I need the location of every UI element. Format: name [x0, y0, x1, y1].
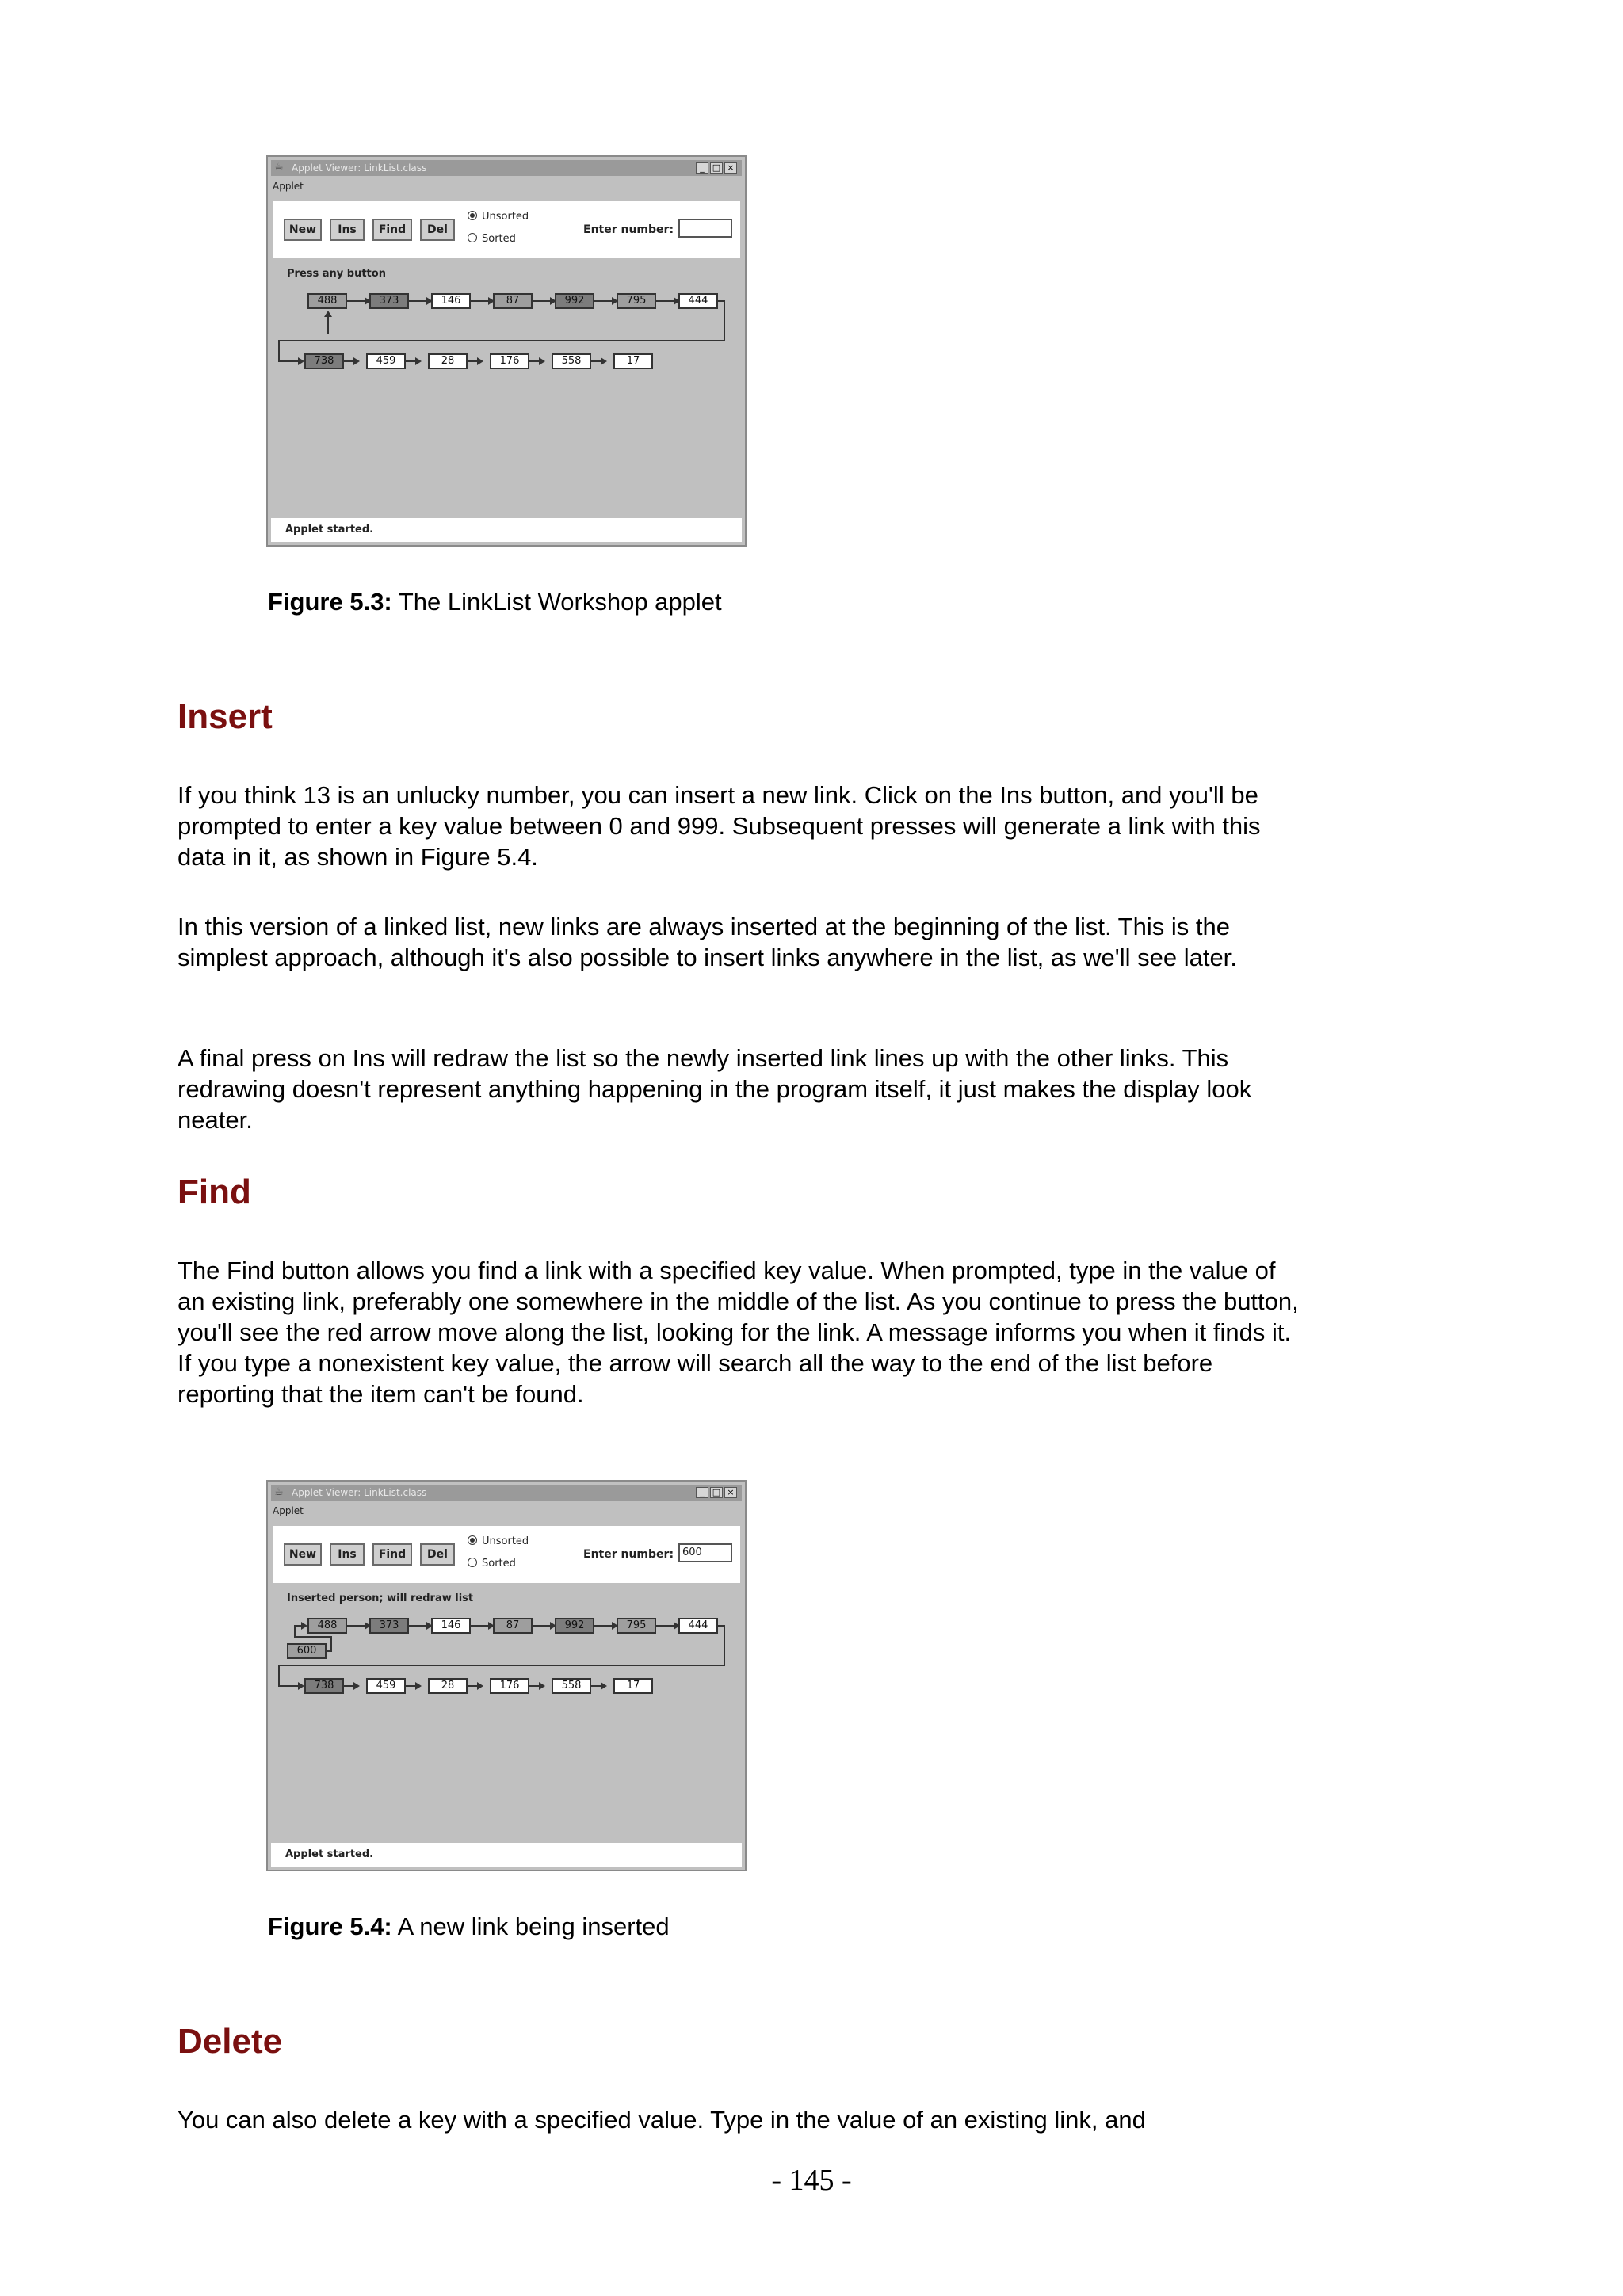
link-node: 558 [552, 353, 591, 369]
close-icon[interactable]: × [724, 162, 737, 174]
ins-button[interactable]: Ins [330, 219, 365, 241]
link-arrows [268, 1482, 748, 1873]
radio-unsorted[interactable]: Unsorted [468, 1535, 529, 1547]
link-node: 488 [307, 293, 347, 309]
minimize-icon[interactable]: _ [696, 162, 708, 174]
link-node: 176 [490, 1678, 529, 1694]
link-node: 444 [678, 1618, 718, 1634]
del-button[interactable]: Del [420, 1543, 455, 1566]
find-button[interactable]: Find [372, 219, 412, 241]
app-icon: ☕ [274, 1486, 284, 1498]
link-node: 459 [366, 353, 406, 369]
enter-number-label: Enter number: [583, 1548, 674, 1561]
link-node: 146 [431, 1618, 471, 1634]
del-button[interactable]: Del [420, 219, 455, 241]
insert-paragraph-2: In this version of a linked list, new links are always inserted at the beginning of the list. This is the simplest approach, although it's also possible to insert links anywhere in the list, as we'll see later. [178, 913, 1237, 971]
enter-number-input[interactable]: 600 [678, 1543, 732, 1562]
menu-applet[interactable]: Applet [273, 181, 304, 192]
enter-number-label: Enter number: [583, 223, 674, 236]
delete-heading: Delete [178, 2022, 283, 2061]
caption-text: A new link being inserted [397, 1913, 670, 1940]
insert-paragraph-1: If you think 13 is an unlucky number, you can insert a new link. Click on the Ins button, and you'll be prompted to enter a key value between 0 and 999. Subsequent presses will generate a link with this data in it, as shown in Figure 5.4. [178, 781, 1261, 871]
link-node: 146 [431, 293, 471, 309]
link-node: 373 [369, 1618, 409, 1634]
link-node: 444 [678, 293, 718, 309]
link-node: 87 [493, 293, 533, 309]
status-message: Press any button [287, 268, 386, 280]
link-node: 488 [307, 1618, 347, 1634]
link-node: 795 [617, 1618, 656, 1634]
link-node: 176 [490, 353, 529, 369]
caption-label: Figure 5.3: [268, 588, 392, 616]
delete-paragraph-1: You can also delete a key with a specified value. Type in the value of an existing link, and [178, 2106, 1146, 2134]
caption-label: Figure 5.4: [268, 1913, 392, 1940]
link-node: 795 [617, 293, 656, 309]
link-node: 28 [428, 353, 468, 369]
insert-paragraph-3: A final press on Ins will redraw the list so the newly inserted link lines up with the other links. This redrawing doesn't represent anything happening in the program itself, it just makes the display look neater. [178, 1044, 1252, 1134]
link-node: 87 [493, 1618, 533, 1634]
page-number: - 145 - [771, 2164, 852, 2197]
link-node: 738 [304, 1678, 344, 1694]
find-heading: Find [178, 1173, 251, 1211]
find-paragraph-1: The Find button allows you find a link with a specified key value. When prompted, type in the value of an existing link, preferably one somewhere in the middle of the list. As you continue to press the button, you'll see the red arrow move along the list, looking for the link. A message informs you when it finds it. If you type a nonexistent key value, the arrow will search all the way to the end of the list before reporting that the item can't be found. [178, 1257, 1299, 1408]
new-link-node: 600 [287, 1643, 327, 1659]
link-node: 17 [613, 353, 653, 369]
insert-heading: Insert [178, 697, 273, 736]
link-node: 738 [304, 353, 344, 369]
maximize-icon[interactable]: □ [710, 1487, 723, 1498]
caption-text: The LinkList Workshop applet [398, 588, 722, 616]
applet-window-figure-5-4 [266, 1480, 747, 1871]
link-arrows [268, 157, 748, 548]
link-node: 373 [369, 293, 409, 309]
close-icon[interactable]: × [724, 1487, 737, 1498]
ins-button[interactable]: Ins [330, 1543, 365, 1566]
radio-unsorted[interactable]: Unsorted [468, 211, 529, 223]
link-node: 992 [555, 293, 594, 309]
link-node: 28 [428, 1678, 468, 1694]
minimize-icon[interactable]: _ [696, 1487, 708, 1498]
menu-applet[interactable]: Applet [273, 1505, 304, 1516]
link-node: 558 [552, 1678, 591, 1694]
radio-sorted[interactable]: Sorted [468, 233, 516, 245]
applet-status-bar: Applet started. [271, 1843, 742, 1867]
new-button[interactable]: New [284, 1543, 322, 1566]
link-node: 17 [613, 1678, 653, 1694]
maximize-icon[interactable]: □ [710, 162, 723, 174]
window-title: Applet Viewer: LinkList.class [292, 1487, 427, 1498]
status-message: Inserted person; will redraw list [287, 1592, 474, 1604]
applet-window-figure-5-3 [266, 155, 747, 547]
link-node: 459 [366, 1678, 406, 1694]
figure-5-3-caption [268, 586, 722, 617]
window-title: Applet Viewer: LinkList.class [292, 162, 427, 174]
radio-sorted[interactable]: Sorted [468, 1558, 516, 1569]
figure-5-4-caption [268, 1911, 670, 1942]
new-button[interactable]: New [284, 219, 322, 241]
app-icon: ☕ [274, 162, 284, 174]
applet-status-bar: Applet started. [271, 518, 742, 542]
link-node: 992 [555, 1618, 594, 1634]
find-button[interactable]: Find [372, 1543, 412, 1566]
